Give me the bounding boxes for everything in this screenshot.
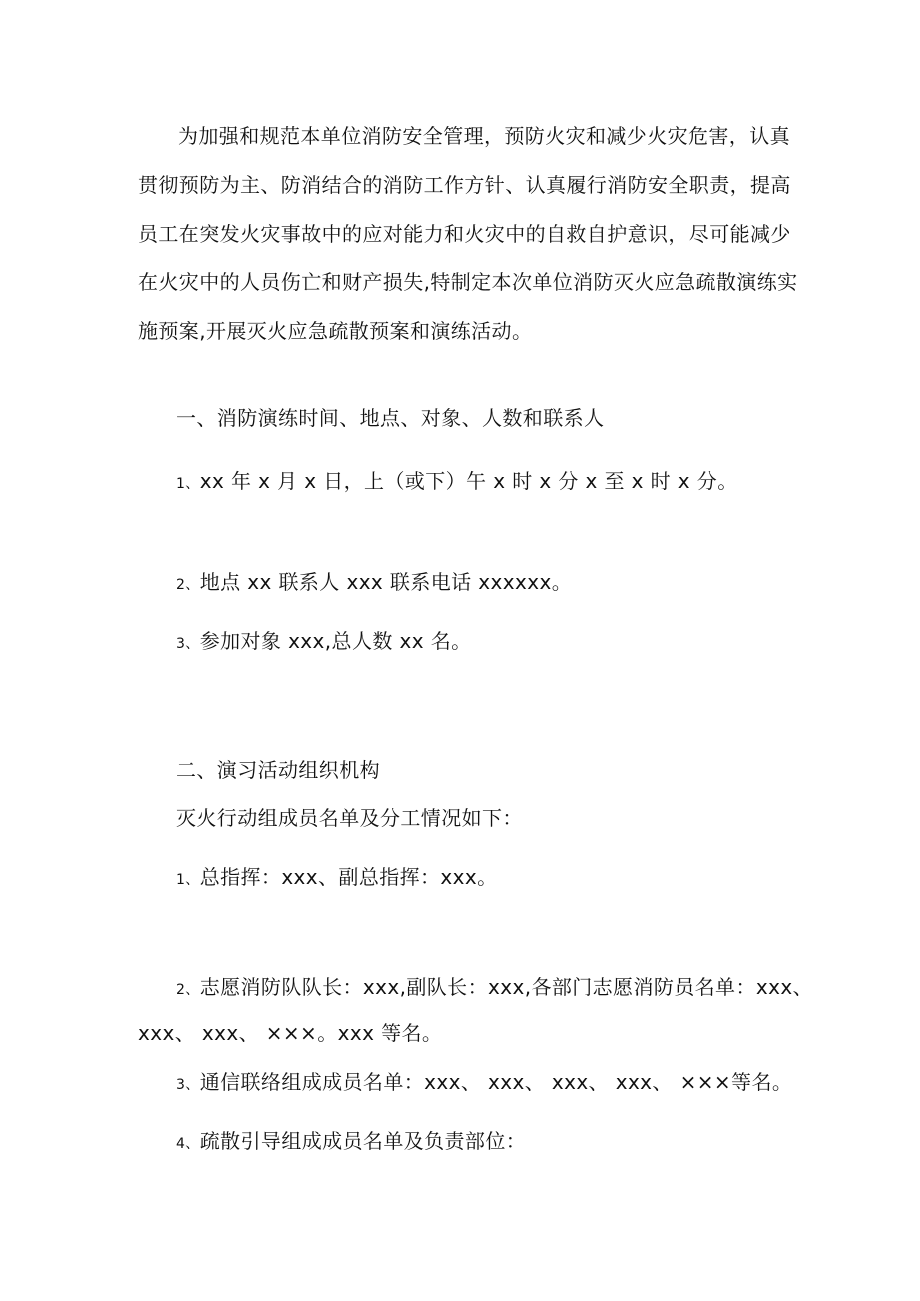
- item-text: 总指挥：xxx、副总指挥：xxx。: [199, 865, 498, 889]
- item-text: 参加对象 xxx,总人数 xx 名。: [199, 629, 472, 653]
- item-number: 1、: [176, 872, 200, 888]
- section-2-item-3: [176, 1067, 792, 1100]
- section-1-item-2: [176, 567, 572, 600]
- section-1-heading: 一、消防演练时间、地点、对象、人数和联系人: [176, 406, 605, 430]
- section-2-item-4: [176, 1126, 526, 1159]
- item-number: 3、: [176, 636, 200, 652]
- item-text: 地点 xx 联系人 xxx 联系电话 xxxxxx。: [199, 570, 573, 594]
- section-1-item-3: [176, 626, 472, 659]
- item-number: 1、: [176, 476, 200, 492]
- item-number: 4、: [176, 1136, 200, 1152]
- section-1-item-1: [176, 466, 738, 499]
- section-2-item-2-continuation: xxx、 xxx、 ×××。xxx 等名。: [138, 1021, 443, 1045]
- section-2-heading: 二、演习活动组织机构: [176, 758, 380, 782]
- item-text: 通信联络组成成员名单：xxx、 xxx、 xxx、 xxx、 ×××等名。: [199, 1070, 793, 1094]
- item-number: 3、: [176, 1077, 200, 1093]
- section-2-item-2: [176, 972, 813, 1005]
- item-number: 2、: [176, 577, 200, 593]
- item-text: xx 年 x 月 x 日，上（或下）午 x 时 x 分 x 至 x 时 x 分。: [199, 469, 738, 493]
- intro-paragraph: 为加强和规范本单位消防安全管理，预防火灾和减少火灾危害，认真贯彻预防为主、防消结合的消防工作方针、认真履行消防安全职责，提高员工在突发火灾事故中的应对能力和火灾中的自救自护意识，尽可能减少在火灾中的人员伤亡和财产损失,特制定本次单位消防灭火应急疏散演练实施预案,开展灭火应急疏散预案和演练活动。: [138, 124, 798, 344]
- section-2-subheading: 灭火行动组成员名单及分工情况如下：: [176, 806, 523, 830]
- item-text: 志愿消防队队长：xxx,副队长：xxx,各部门志愿消防员名单：xxx、: [199, 975, 813, 999]
- section-2-item-1: [176, 862, 498, 895]
- item-text: 疏散引导组成成员名单及负责部位：: [199, 1129, 527, 1153]
- item-number: 2、: [176, 982, 200, 998]
